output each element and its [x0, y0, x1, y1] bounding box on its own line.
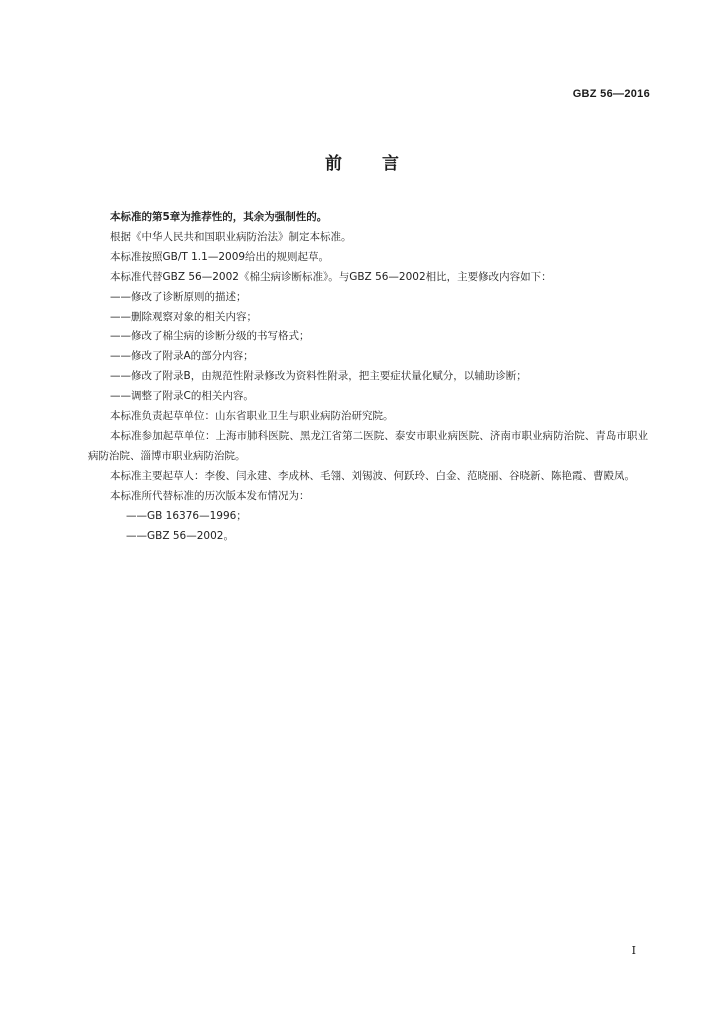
history-item: ——GBZ 56—2002。 [126, 529, 234, 542]
history-item: ——GB 16376—1996； [126, 509, 247, 522]
paragraph-lead-drafter: 本标准负责起草单位：山东省职业卫生与职业病防治研究院。 [110, 410, 394, 423]
change-item: ——修改了附录B，由规范性附录修改为资料性附录，把主要症状量化赋分，以辅助诊断； [110, 370, 527, 383]
change-item: ——调整了附录C的相关内容。 [110, 390, 254, 403]
paragraph-participating-drafters: 本标准参加起草单位：上海市肺科医院、黑龙江省第二医院、泰安市职业病医院、济南市职业病防治院、青岛市职业病防治院、淄博市职业病防治院。 [88, 429, 648, 462]
paragraph-drafting-rules: 本标准按照GB/T 1.1—2009给出的规则起草。 [110, 250, 330, 263]
change-item: ——删除观察对象的相关内容； [110, 310, 257, 323]
paragraph-replacement: 本标准代替GBZ 56—2002《棉尘病诊断标准》。与GBZ 56—2002相比，主要修改内容如下： [110, 270, 552, 283]
page-number: I [631, 944, 636, 957]
foreword-body [88, 208, 648, 546]
paragraph-legal-basis: 根据《中华人民共和国职业病防治法》制定本标准。 [110, 230, 352, 243]
standard-code: GBZ 56—2016 [572, 88, 650, 100]
change-item: ——修改了诊断原则的描述； [110, 290, 247, 303]
paragraph-history: 本标准所代替标准的历次版本发布情况为： [110, 489, 310, 502]
page-title: 前言 [325, 154, 439, 174]
paragraph-mandatory-note: 本标准的第5章为推荐性的，其余为强制性的。 [110, 211, 328, 223]
change-item: ——修改了附录A的部分内容； [110, 350, 254, 363]
paragraph-main-drafters: 本标准主要起草人：李俊、闫永建、李成林、毛翎、刘锡波、何跃玲、白金、范晓丽、谷晓新、陈艳霞、曹殿凤。 [110, 469, 635, 482]
change-item: ——修改了棉尘病的诊断分级的书写格式； [110, 330, 310, 343]
